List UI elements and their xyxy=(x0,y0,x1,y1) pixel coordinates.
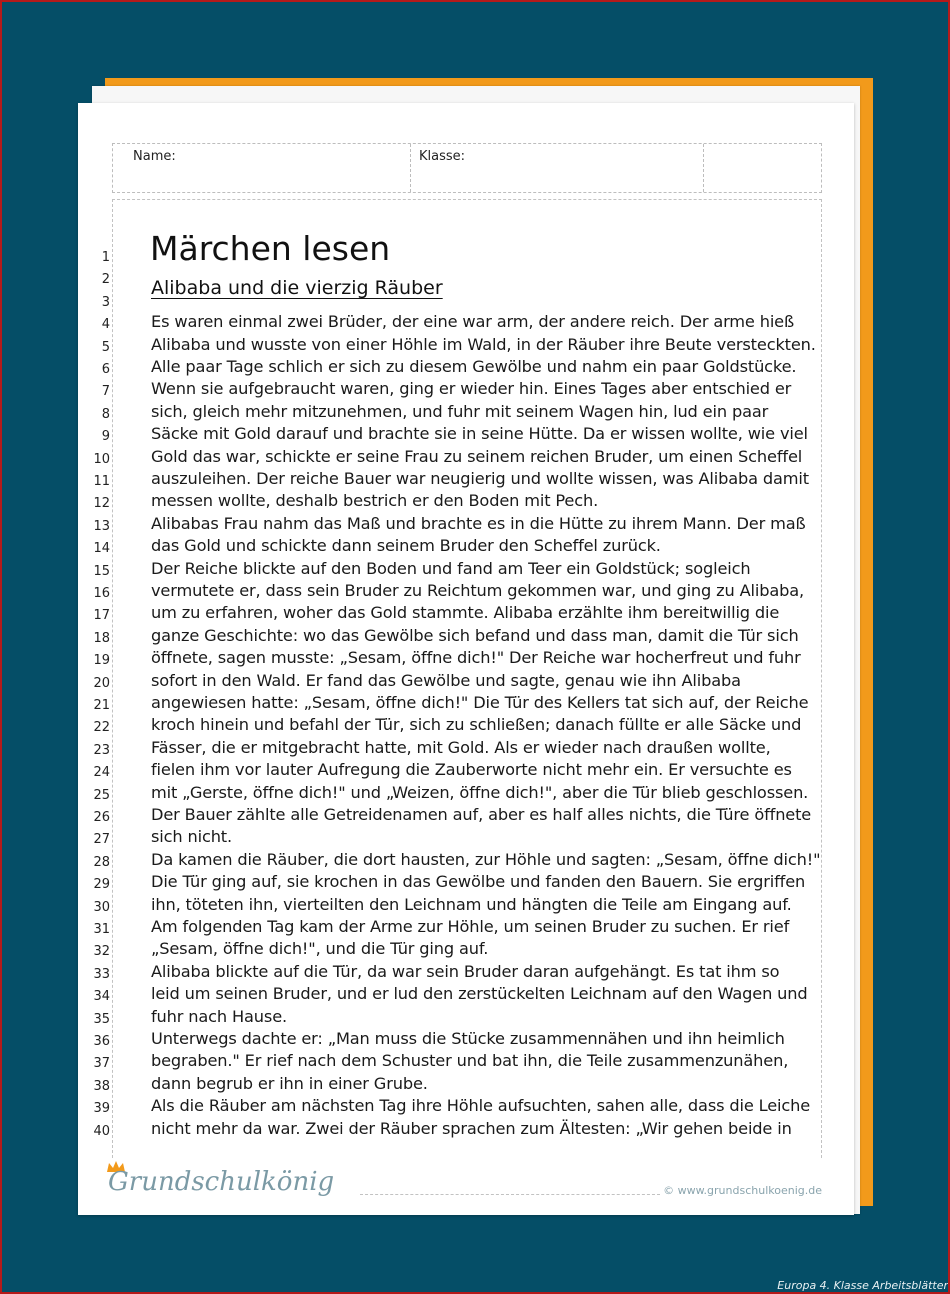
line-number: 27 xyxy=(93,832,110,848)
text-line: Als die Räuber am nächsten Tag ihre Höhle aufsuchten, sahen alle, dass die Leiche xyxy=(151,1096,811,1116)
line-number: 36 xyxy=(93,1034,110,1049)
line-number: 29 xyxy=(93,877,110,893)
line-number: 33 xyxy=(93,966,110,982)
text-line: öffnete, sagen musste: „Sesam, öffne dich!" Der Reiche war hocherfreut und fuhr xyxy=(151,648,801,668)
text-line: nicht mehr da war. Zwei der Räuber sprachen zum Ältesten: „Wir gehen beide in xyxy=(151,1118,792,1138)
text-line: vermutete er, dass sein Bruder zu Reichtum gekommen war, und ging zu Alibaba, xyxy=(151,581,805,600)
line-number: 17 xyxy=(93,608,110,624)
line-number: 12 xyxy=(93,496,110,512)
name-class-header xyxy=(112,143,822,193)
line-number: 7 xyxy=(101,384,110,400)
text-line: Die Tür ging auf, sie krochen in das Gewölbe und fanden den Bauern. Sie ergriffen xyxy=(151,872,806,892)
line-number: 37 xyxy=(93,1056,110,1072)
line-number: 39 xyxy=(93,1101,110,1117)
text-line: angewiesen hatte: „Sesam, öffne dich!" Die Tür des Kellers tat sich auf, der Reiche xyxy=(151,693,809,712)
line-number: 21 xyxy=(93,698,110,713)
text-line: „Sesam, öffne dich!", und die Tür ging auf. xyxy=(151,939,489,959)
text-line: Am folgenden Tag kam der Arme zur Höhle, um seinen Bruder zu suchen. Er rief xyxy=(151,917,790,936)
line-number: 2 xyxy=(101,272,110,288)
text-line: Der Bauer zählte alle Getreidenamen auf, aber es half alles nichts, die Türe öffnete xyxy=(151,805,812,824)
text-line: fielen ihm vor lauter Aufregung die Zauberworte nicht mehr ein. Er versuchte es xyxy=(151,760,792,780)
text-line: das Gold und schickte dann seinem Bruder den Scheffel zurück. xyxy=(151,536,661,556)
text-line: Alle paar Tage schlich er sich zu diesem Gewölbe und nahm ein paar Goldstücke. xyxy=(151,357,797,376)
line-number: 24 xyxy=(93,765,110,781)
text-line: mit „Gerste, öffne dich!" und „Weizen, öffne dich!", aber die Tür blieb geschlossen. xyxy=(151,782,809,802)
text-line: sofort in den Wald. Er fand das Gewölbe und sagte, genau wie ihn Alibaba xyxy=(151,670,741,690)
worksheet-title: Märchen lesen xyxy=(150,229,391,268)
text-line: fuhr nach Hause. xyxy=(151,1006,287,1026)
text-line: Gold das war, schickte er seine Frau zu seinem reichen Bruder, um einen Scheffel xyxy=(151,446,803,466)
text-line: sich, gleich mehr mitzunehmen, und fuhr mit seinem Wagen hin, lud ein paar xyxy=(151,401,769,421)
line-number: 31 xyxy=(93,922,110,937)
text-line: Da kamen die Räuber, die dort hausten, zur Höhle und sagten: „Sesam, öffne dich!" xyxy=(151,849,821,869)
line-number: 15 xyxy=(93,563,110,579)
line-number: 11 xyxy=(93,474,110,489)
class-label: Klasse: xyxy=(419,149,466,164)
name-label: Name: xyxy=(133,149,176,164)
text-line: um zu erfahren, woher das Gold stammte. Alibaba erzählte ihm bereitwillig die xyxy=(151,603,780,623)
text-line: kroch hinein und befahl der Tür, sich zu schließen; danach füllte er alle Säcke und xyxy=(151,715,802,735)
text-line: Säcke mit Gold darauf und brachte sie in seine Hütte. Da er wissen wollte, wie viel xyxy=(151,424,808,444)
text-line: messen wollte, deshalb bestrich er den Boden mit Pech. xyxy=(151,491,599,511)
line-number: 40 xyxy=(93,1123,110,1139)
text-line: Wenn sie aufgebraucht waren, ging er wieder hin. Eines Tages aber entschied er xyxy=(151,379,792,399)
footer-divider xyxy=(360,1194,660,1195)
text-line: ganze Geschichte: wo das Gewölbe sich befand und dass man, damit die Tür sich xyxy=(151,625,799,645)
line-number: 4 xyxy=(101,317,110,333)
line-number: 16 xyxy=(93,586,110,601)
text-line: leid um seinen Bruder, und er lud den zerstückelten Leichnam auf den Wagen und xyxy=(151,984,808,1004)
story-subtitle: Alibaba und die vierzig Räuber xyxy=(151,277,443,299)
text-line: begraben." Er rief nach dem Schuster und bat ihn, die Teile zusammenzunähen, xyxy=(151,1051,789,1071)
line-number: 30 xyxy=(93,899,110,915)
line-number: 8 xyxy=(101,406,110,422)
text-line: Fässer, die er mitgebracht hatte, mit Gold. Als er wieder nach draußen wollte, xyxy=(151,737,771,757)
line-number: 10 xyxy=(93,451,110,467)
line-number: 18 xyxy=(93,630,110,646)
line-number: 5 xyxy=(101,339,110,355)
line-number: 26 xyxy=(93,810,110,825)
line-number: 35 xyxy=(93,1011,110,1027)
line-number: 1 xyxy=(101,250,110,265)
line-number: 23 xyxy=(93,742,110,758)
line-number: 20 xyxy=(93,675,110,691)
line-number: 38 xyxy=(93,1078,110,1094)
line-number: 19 xyxy=(93,653,110,669)
text-line: dann begrub er ihn in einer Grube. xyxy=(151,1073,428,1093)
line-number: 22 xyxy=(93,720,110,736)
text-line: Alibaba und wusste von einer Höhle im Wald, in der Räuber ihre Beute versteckten. xyxy=(151,334,816,354)
text-line: Es waren einmal zwei Brüder, der eine war arm, der andere reich. Der arme hieß xyxy=(151,312,795,332)
text-line: ihn, töteten ihn, vierteilten den Leichnam und hängten die Teile am Eingang auf. xyxy=(151,894,792,914)
line-number: 25 xyxy=(93,787,110,803)
line-number: 34 xyxy=(93,989,110,1005)
header-divider xyxy=(410,144,411,192)
text-line: sich nicht. xyxy=(151,827,232,847)
line-number: 6 xyxy=(101,362,110,377)
line-number: 13 xyxy=(93,518,110,534)
header-divider xyxy=(703,144,704,192)
line-number: 32 xyxy=(93,944,110,960)
watermark-caption: Europa 4. Klasse Arbeitsblätter xyxy=(777,1279,948,1292)
text-line: Alibabas Frau nahm das Maß und brachte es in die Hütte zu ihrem Mann. Der maß xyxy=(151,513,806,533)
text-line: Unterwegs dachte er: „Man muss die Stücke zusammennähen und ihn heimlich xyxy=(151,1029,785,1048)
line-number: 3 xyxy=(101,294,110,310)
text-line: Der Reiche blickte auf den Boden und fand am Teer ein Goldstück; sogleich xyxy=(151,558,751,578)
line-number: 28 xyxy=(93,854,110,870)
copyright-text: © www.grundschulkoenig.de xyxy=(663,1184,822,1197)
line-number: 14 xyxy=(93,541,110,557)
line-number: 9 xyxy=(101,429,110,445)
worksheet-page xyxy=(78,103,854,1215)
text-line: Alibaba blickte auf die Tür, da war sein Bruder daran aufgehängt. Es tat ihm so xyxy=(151,961,780,981)
brand-logo: Grundschulkönig xyxy=(108,1167,335,1197)
text-line: auszuleihen. Der reiche Bauer war neugierig und wollte wissen, was Alibaba damit xyxy=(151,469,809,488)
